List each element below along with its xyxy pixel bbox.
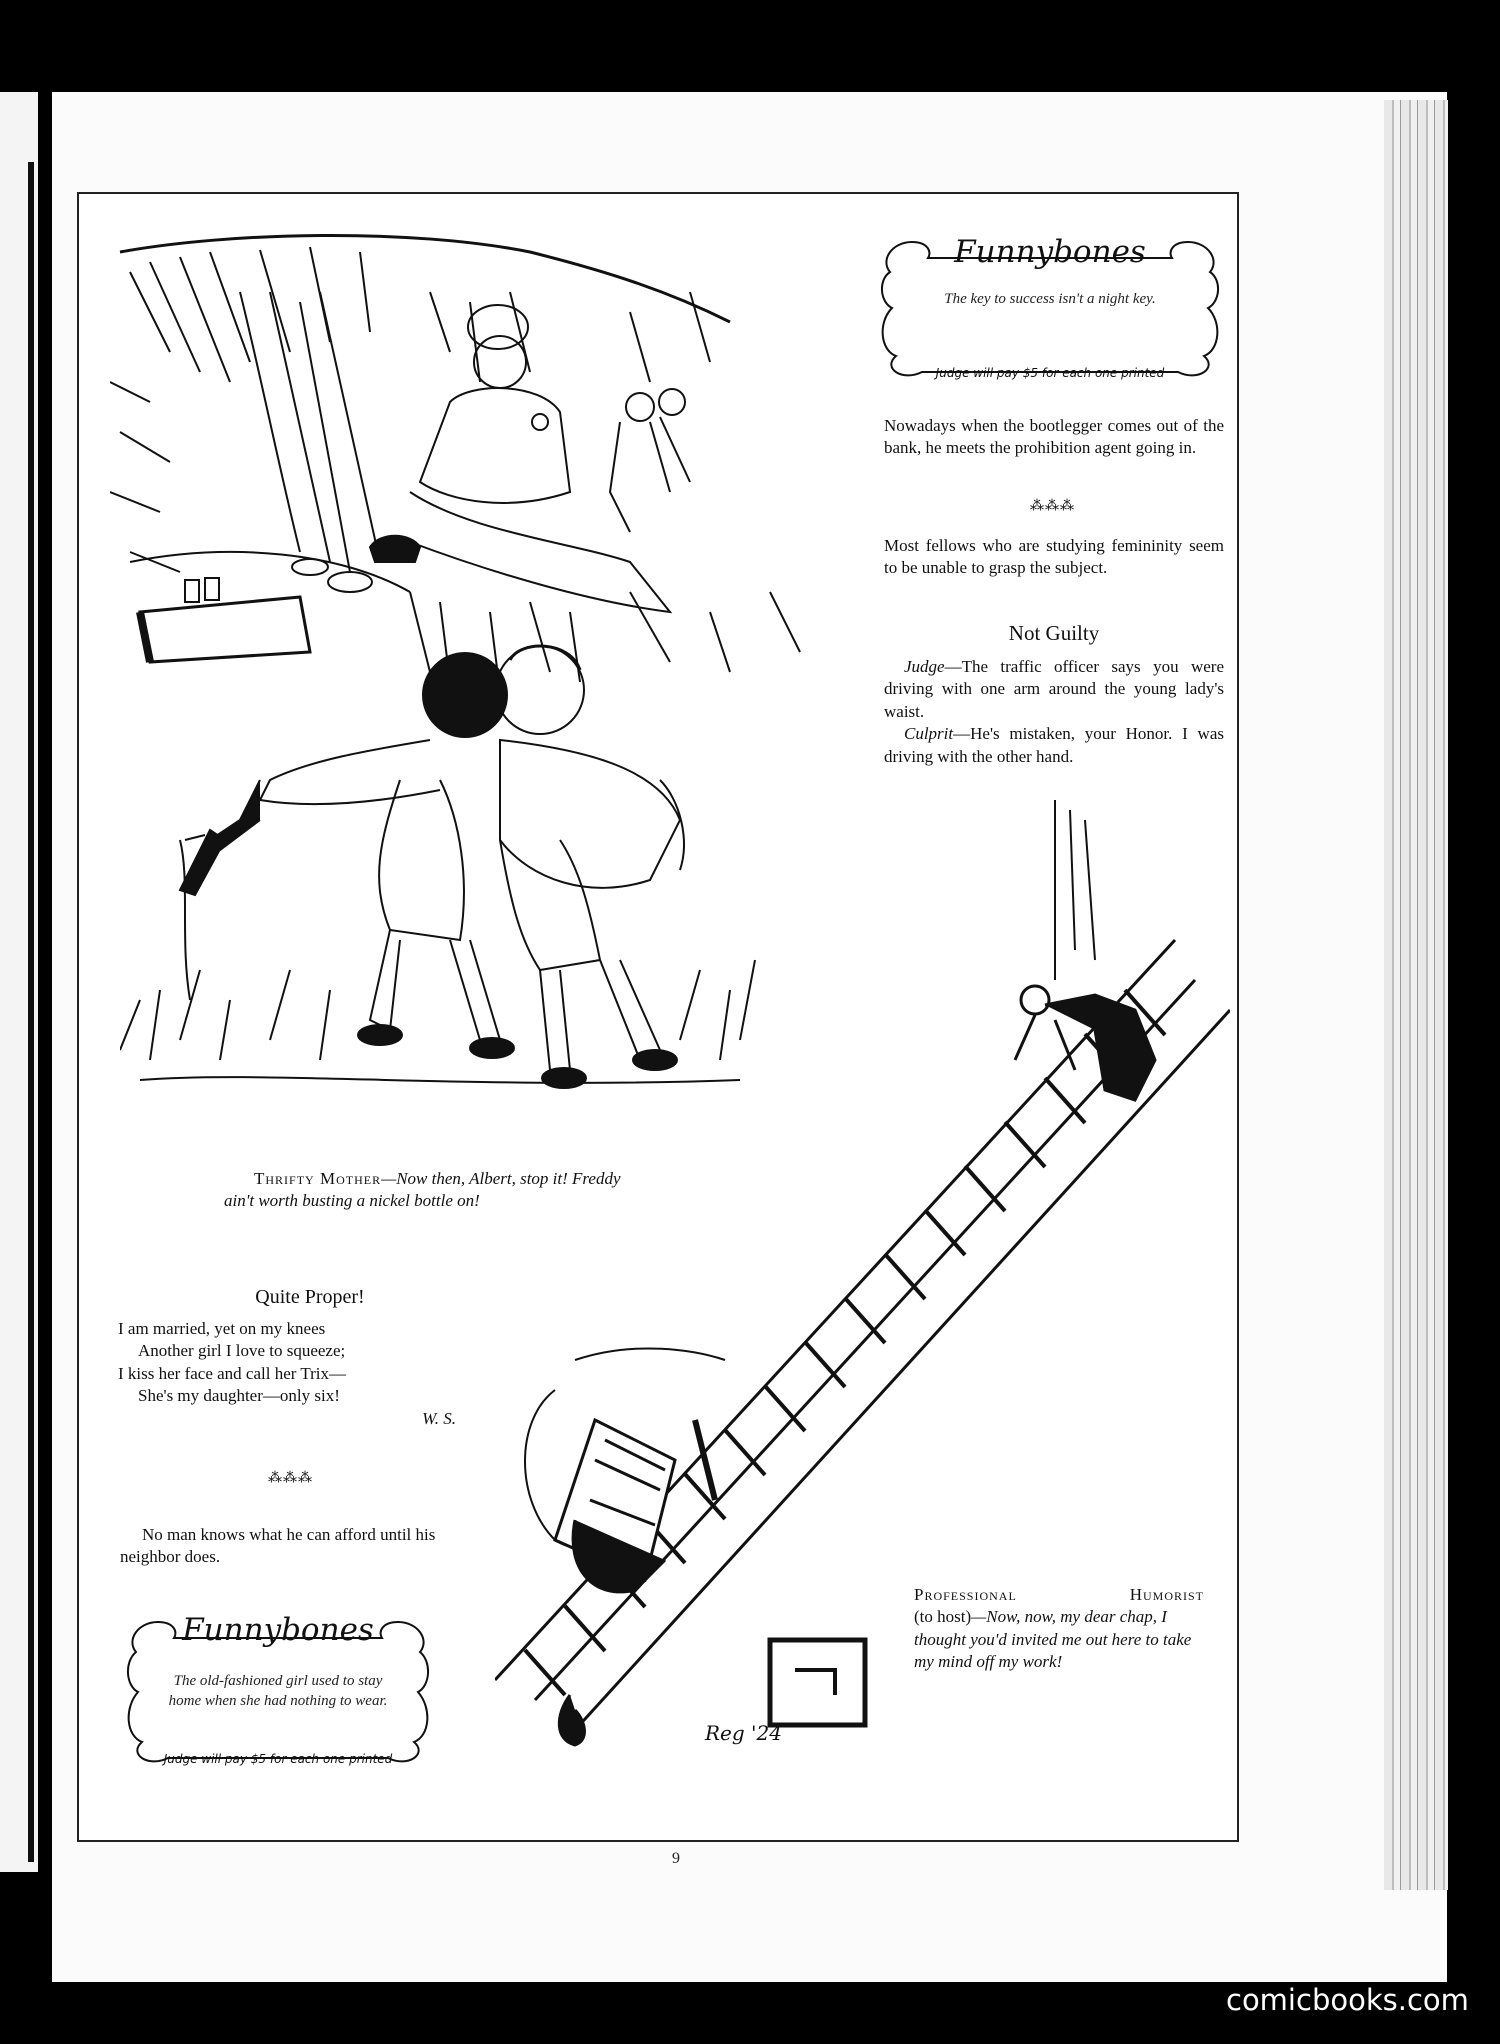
caption-tail: (to host) [914, 1607, 972, 1627]
separator-ornament: ⁂⁂⁂ [268, 1471, 313, 1486]
picnic-illustration [110, 232, 850, 692]
caption-speaker: Thrifty Mother [254, 1169, 382, 1188]
judge-line: —The traffic officer says you were driving with one arm around the young lady's waist. [884, 657, 1224, 721]
caption-professional-humorist [914, 1584, 1204, 1674]
funnybones-joke: The key to success isn't a night key. [944, 291, 1156, 307]
paragraph-afford: No man knows what he can afford until his neighbor does. [120, 1525, 436, 1567]
caption-thrifty-mother [224, 1168, 774, 1213]
facing-page-edge [0, 92, 38, 1872]
poem-line: Another girl I love to squeeze; [138, 1341, 346, 1361]
caption-line-1: —Now then, Albert, stop it! Freddy [381, 1169, 621, 1188]
dialogue-not-guilty [884, 656, 1224, 768]
paragraph-bootlegger: Nowadays when the bootlegger comes out of the bank, he meets the prohibition agent going in. [884, 416, 1224, 458]
funnybones-box-top [872, 232, 1228, 384]
poem-line: She's my daughter—only six! [138, 1386, 340, 1406]
funnybones-joke: The old-fashioned girl used to stay home when she had nothing to wear. [168, 1673, 388, 1709]
funnybones-title: Funnybones [954, 234, 1146, 270]
page-number: 9 [672, 1850, 680, 1867]
caption-line: —Now, now, my dear chap, I thought you'd invited me out here to take my mind off my work! [914, 1607, 1192, 1672]
caption-speaker: Professional Humorist [914, 1585, 1204, 1604]
funnybones-title: Funnybones [182, 1612, 374, 1648]
poem-author: W. S. [422, 1408, 456, 1428]
speaker-culprit: Culprit [904, 724, 954, 744]
poem-body [118, 1318, 478, 1430]
funnybones-box-bottom [120, 1612, 436, 1772]
watermark: comicbooks.com [1226, 1983, 1469, 2017]
funnybones-footer: Judge will pay $5 for each one printed [935, 366, 1165, 380]
caption-line-2: ain't worth busting a nickel bottle on! [224, 1191, 480, 1211]
culprit-line: —He's mistaken, your Honor. I was driving with the other hand. [884, 724, 1224, 766]
page-stack-edges [1384, 100, 1448, 1890]
funnybones-footer: Judge will pay $5 for each one printed [163, 1752, 393, 1766]
paragraph-femininity: Most fellows who are studying femininity seem to be unable to grasp the subject. [884, 536, 1224, 578]
speaker-judge: Judge [904, 657, 945, 676]
poem-title: Quite Proper! [255, 1286, 365, 1308]
artist-signature: Reg '24 [705, 1721, 783, 1745]
separator-ornament: ⁂⁂⁂ [1030, 499, 1075, 514]
heading-not-guilty: Not Guilty [1008, 621, 1100, 645]
poem-line: I kiss her face and call her Trix— [118, 1363, 347, 1383]
poem-line: I am married, yet on my knees [118, 1319, 326, 1338]
